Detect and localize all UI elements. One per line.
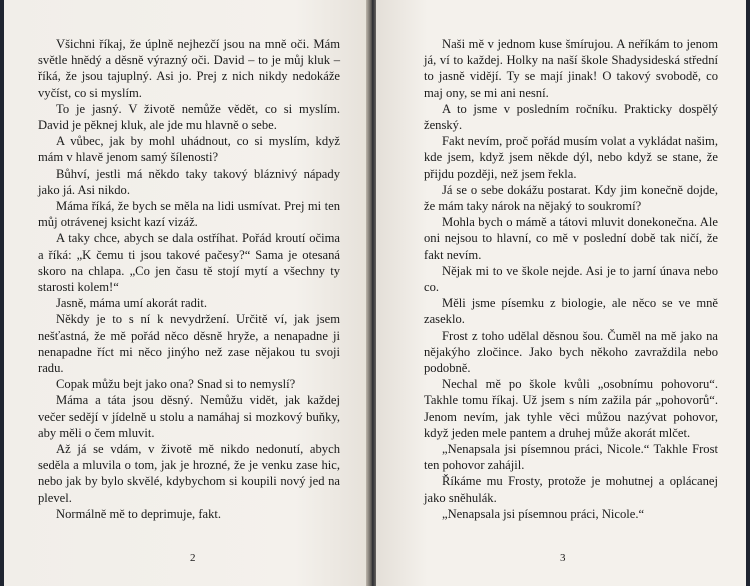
paragraph: A taky chce, abych se dala ostříhat. Pořád kroutí očima a říká: „K čemu ti jsou takové pačesy?“ Sama je otesaná skoro na chlapa. „Co jen času tě stojí mytí a všechny ty starosti kolem!“	[38, 231, 340, 295]
right-page-text	[424, 36, 718, 522]
paragraph: Normálně mě to deprimuje, fakt.	[56, 506, 222, 521]
paragraph: Já se o sebe dokážu postarat. Kdy jim konečně dojde, že mám taky nárok na nějaký to soukromí?	[424, 182, 718, 214]
paragraph: Nějak mi to ve škole nejde. Asi je to jarní únava nebo co.	[424, 263, 718, 295]
paragraph: Až já se vdám, v životě mě nikdo nedonutí, abych seděla a mluvila o tom, jak je hrozné, že je venku zase hic, nebo jak by bylo skvělé, kdybychom si koupili nový jed na plevel.	[38, 442, 340, 505]
left-page	[4, 0, 368, 586]
paragraph: Mohla bych o mámě a tátovi mluvit donekonečna. Ale oni nejsou to hlavní, co mě v poslední době tak ničí, že fakt nevím.	[424, 215, 718, 262]
paragraph: „Nenapsala jsi písemnou práci, Nicole.“ Takhle Frost ten pohovor zahájil.	[424, 442, 718, 473]
paragraph: A to jsme v posledním ročníku. Prakticky dospělý ženský.	[424, 101, 718, 133]
paragraph: Někdy je to s ní k nevydržení. Určitě ví, jak jsem nešťastná, že mě pořád něco děsně hryže, a nenapadne ji nenapadne říct mi něco jinýho než zase nějakou tu svoji radu.	[38, 312, 340, 376]
right-page	[376, 0, 746, 586]
paragraph: „Nenapsala jsi písemnou práci, Nicole.“	[442, 506, 645, 521]
paragraph: Máma říká, že bych se měla na lidi usmívat. Prej mi ten můj otrávenej ksicht kazí vizáž.	[38, 199, 340, 230]
paragraph: Nechal mě po škole kvůli „osobnímu pohovoru“. Takhle tomu říkaj. Už jsem s ním zažila pár „pohovorů“. Jenom nevím, jak tyhle věci můžou nazývat pohovor, když jeden mele pantem a druhej může akorát mlčet.	[424, 377, 718, 440]
paragraph: Máma a táta jsou děsný. Nemůžu vidět, jak každej večer sedějí v jídelně u stolu a namáhaj si mozkový buňky, aby měli o čem mluvit.	[38, 393, 340, 440]
paragraph: Všichni říkaj, že úplně nejhezčí jsou na mně oči. Mám světle hnědý a děsně výrazný oči. David – to je můj kluk – říká, že jsou tajuplný. Asi jo. Prej z nich nikdy nedokáže vyčíst, co si myslím.	[38, 37, 340, 100]
paragraph: Měli jsme písemku z biologie, ale něco se ve mně zaseklo.	[424, 296, 718, 327]
paragraph: Naši mě v jednom kuse šmírujou. A neříkám to jenom já, ví to každej. Holky na naší škole Shadysideská střední to jasně vidějí. Ty se mají jinak! O takový svobodě, co maj ony, se mi ani nesní.	[424, 37, 718, 100]
left-page-text	[38, 36, 340, 522]
page-number: 2	[190, 552, 196, 564]
paragraph: Bůhví, jestli má někdo taky takový bláznivý nápady jako já. Asi nikdo.	[38, 166, 340, 197]
paragraph: Fakt nevím, proč pořád musím volat a vykládat našim, kde jsem, když jsem někde dýl, nebo když se stane, že přijdu později, než jsem řekla.	[424, 134, 718, 181]
paragraph: Copak můžu bejt jako ona? Snad si to nemyslí?	[56, 377, 296, 392]
paragraph: Jasně, máma umí akorát radit.	[56, 296, 208, 311]
paragraph: Frost z toho udělal děsnou šou. Čuměl na mě jako na nějakýho zločince. Jako bych někoho zavraždila nebo podobně.	[424, 328, 718, 376]
page-number: 3	[560, 552, 566, 564]
paragraph: To je jasný. V životě nemůže vědět, co si myslím. David je pěknej kluk, ale jde mu hlavně o sebe.	[38, 101, 340, 133]
paragraph: Říkáme mu Frosty, protože je mohutnej a oplácanej jako sněhulák.	[424, 474, 718, 505]
paragraph: A vůbec, jak by mohl uhádnout, co si myslím, když mám v hlavě jenom samý šílenosti?	[38, 134, 340, 165]
